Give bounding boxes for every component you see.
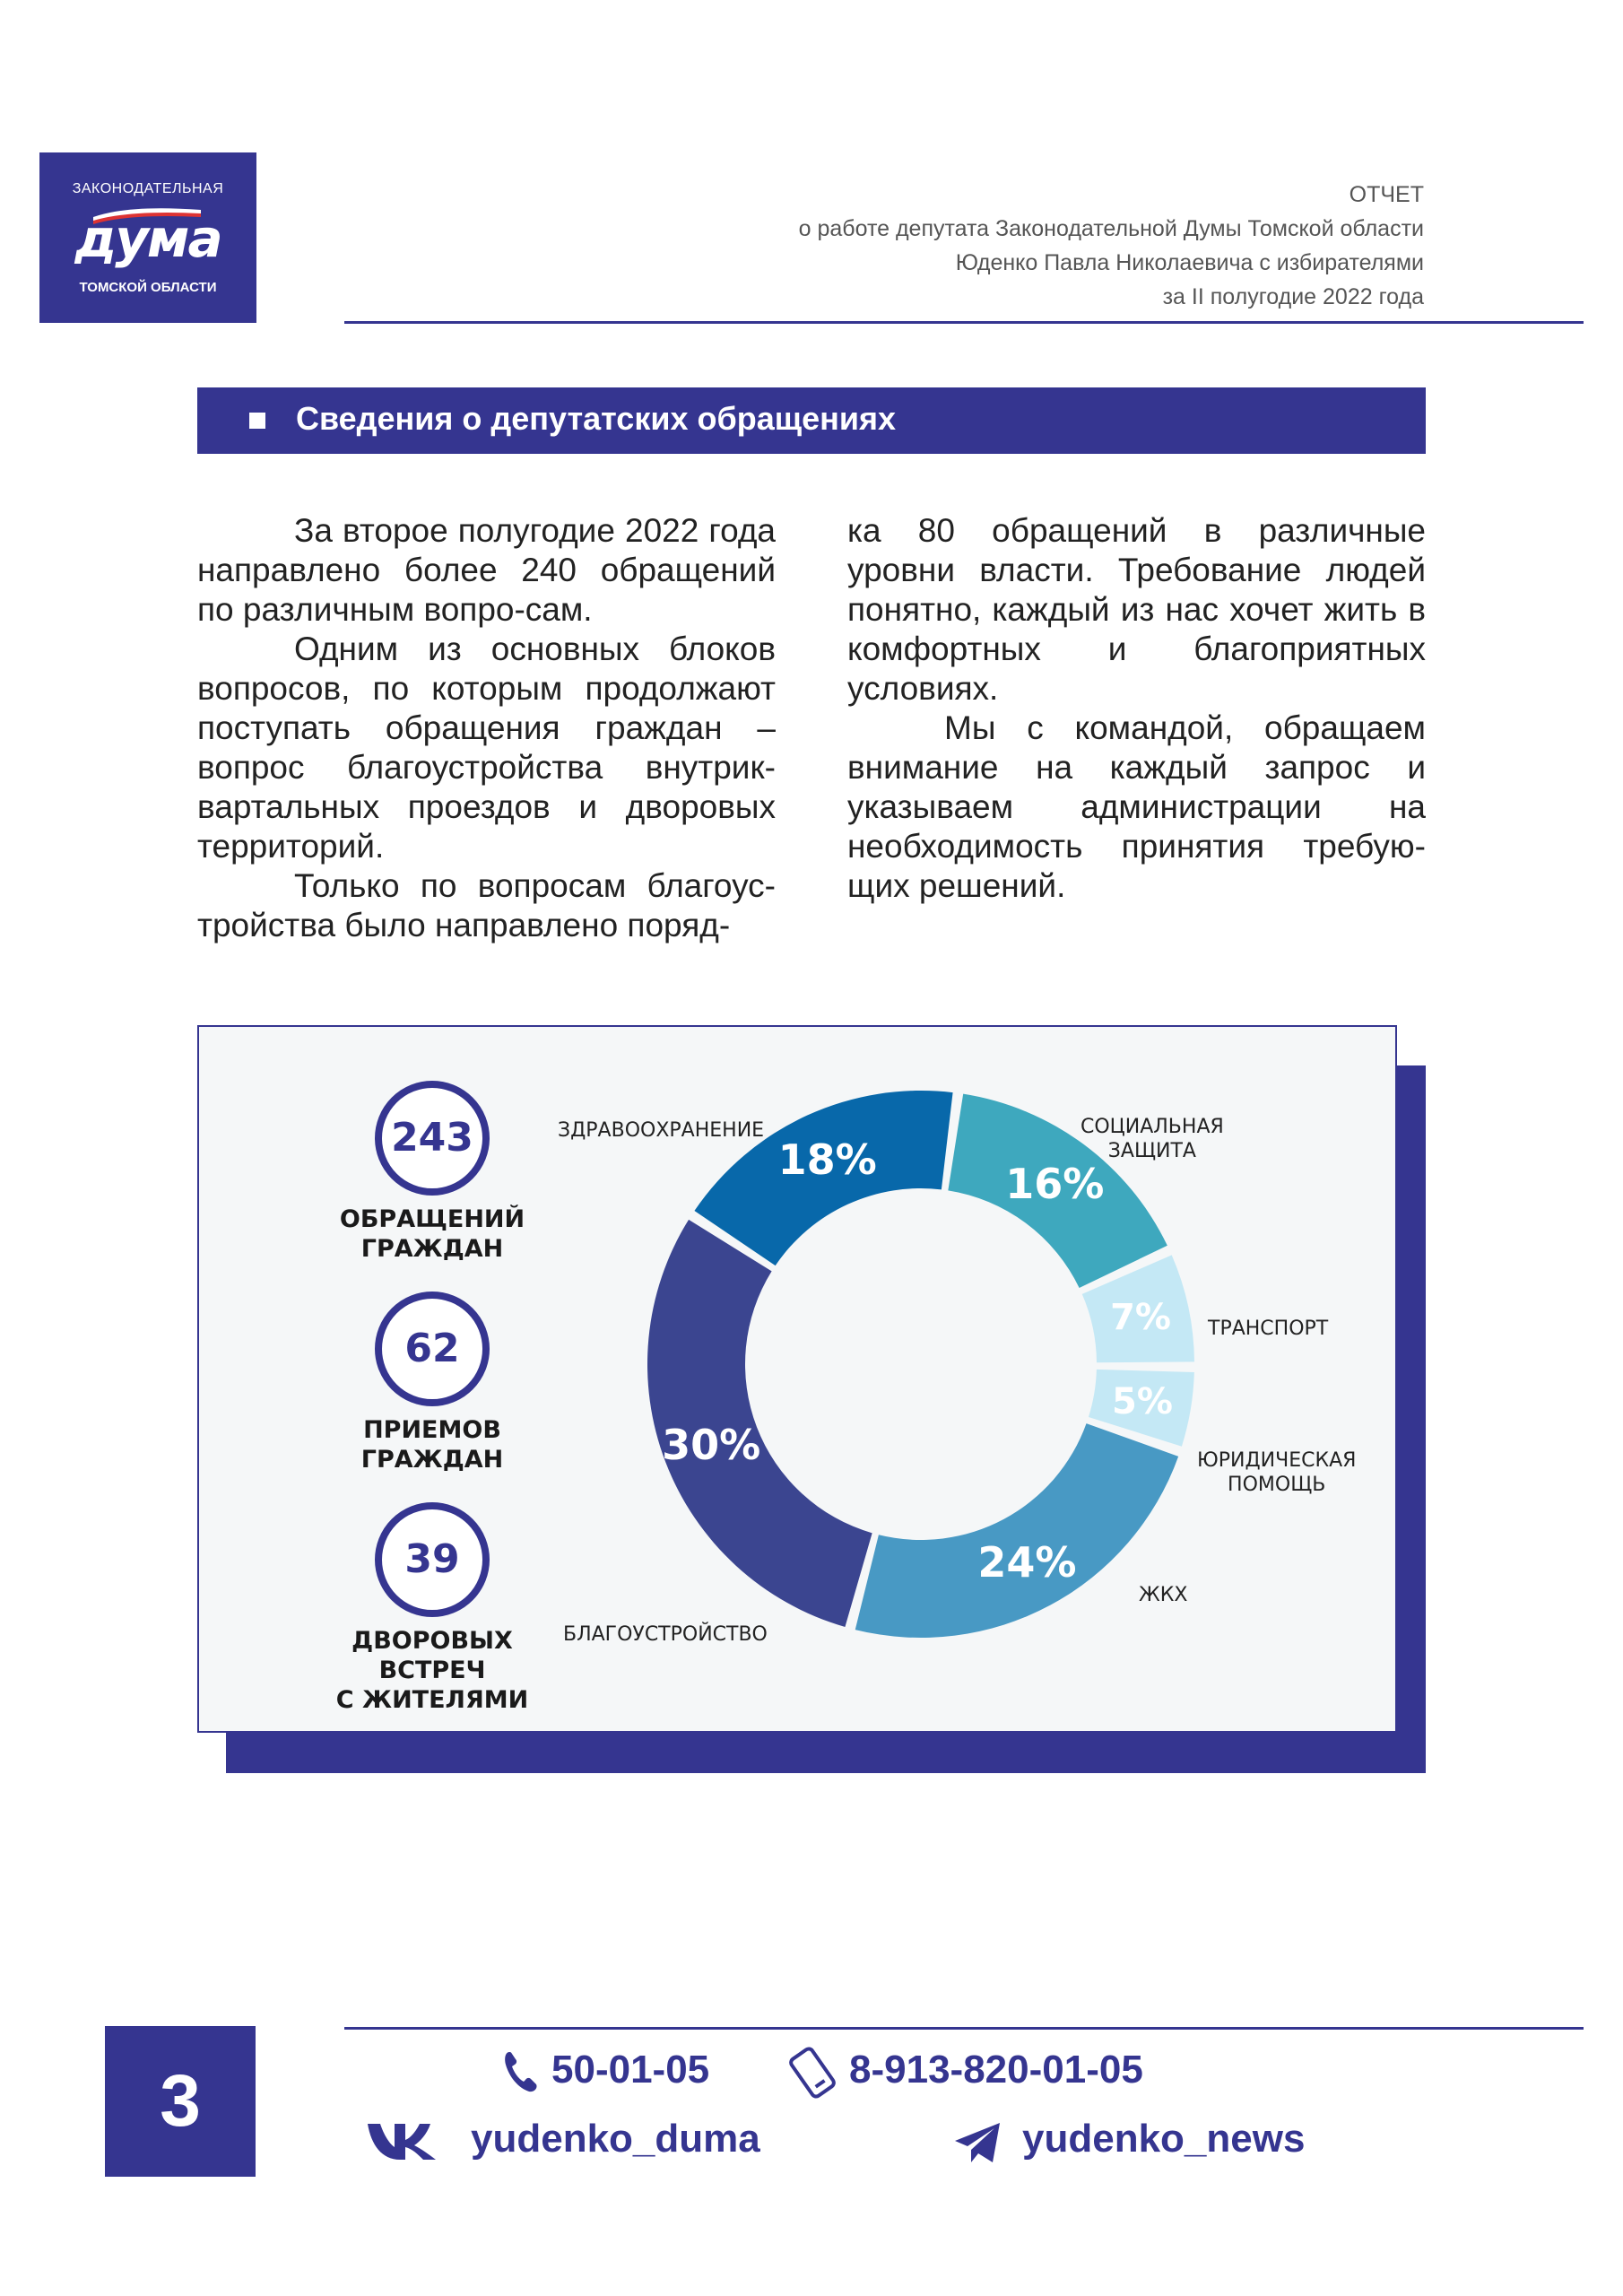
- phone-number[interactable]: 50-01-05: [551, 2048, 710, 2092]
- duma-logo: [39, 152, 256, 323]
- vk-icon: [366, 2120, 438, 2161]
- stat-label-line: С ЖИТЕЛЯМИ: [335, 1686, 529, 1714]
- donut-slice-label: 18%: [777, 1135, 877, 1185]
- logo-word: дума: [74, 208, 221, 269]
- stat-circle: 243: [375, 1081, 490, 1196]
- vk-handle[interactable]: yudenko_duma: [471, 2117, 760, 2161]
- section-title: Сведения о депутатских обращениях: [296, 400, 897, 437]
- report-line-2: о работе депутата Законодательной Думы Томской области: [798, 216, 1424, 241]
- logo-bottom-text: ТОМСКОЙ ОБЛАСТИ: [79, 280, 217, 295]
- paragraph: Мы с командой, обращаем внимание на каждый запрос и указываем администрации на необходимость принятия требую-щих решений.: [847, 709, 1426, 904]
- donut-slice-label: 24%: [977, 1537, 1077, 1587]
- paragraph: Только по вопросам благоус-тройства было направлено поряд-: [197, 867, 776, 944]
- donut-slice-label: 7%: [1110, 1296, 1171, 1338]
- donut-slice-label: 16%: [1005, 1159, 1105, 1208]
- category-label-health: ЗДРАВООХРАНЕНИЕ: [558, 1119, 765, 1142]
- stat-label-line: ДВОРОВЫХ ВСТРЕЧ: [352, 1627, 513, 1684]
- category-label-social: [1081, 1115, 1224, 1163]
- paragraph: Одним из основных блоков вопросов, по которым продолжают поступать обращения граждан – вопрос благоустройства внутрик-вартальных проездов и дворовых территорий.: [197, 631, 776, 865]
- telegram-handle[interactable]: yudenko_news: [1022, 2117, 1306, 2161]
- stat-circle: 62: [375, 1292, 490, 1406]
- header-divider: [344, 321, 1584, 324]
- section-banner: [197, 387, 1426, 454]
- category-label-housing: ЖКХ: [1139, 1584, 1188, 1606]
- mobile-number[interactable]: 8-913-820-01-05: [849, 2048, 1143, 2092]
- category-label-improvement: БЛАГОУСТРОЙСТВО: [563, 1623, 768, 1646]
- stat-label-line: ГРАЖДАН: [360, 1446, 504, 1474]
- category-label-transport: ТРАНСПОРТ: [1208, 1318, 1329, 1340]
- stat-label-line: ПРИЕМОВ: [363, 1416, 501, 1444]
- text-column-right: [847, 511, 1426, 906]
- bullet-square-icon: [249, 413, 265, 429]
- stat-label-line: ГРАЖДАН: [360, 1235, 504, 1263]
- paragraph: ка 80 обращений в различные уровни власти. Требование людей понятно, каждый из нас хочет жить в комфортных и благоприятных условиях.: [847, 512, 1426, 707]
- infographic-panel: [197, 1025, 1397, 1733]
- category-label-line: ПОМОЩЬ: [1228, 1474, 1326, 1496]
- report-line-4: за II полугодие 2022 года: [1162, 284, 1424, 309]
- report-line-3: Юденко Павла Николаевича с избирателями: [955, 250, 1424, 275]
- donut-slice: [855, 1423, 1178, 1638]
- donut-slice-label: 30%: [662, 1420, 761, 1469]
- mobile-icon: [789, 2047, 836, 2099]
- paragraph: За второе полугодие 2022 года направлено более 240 обращений по различным вопро-сам.: [197, 512, 776, 628]
- category-label-line: СОЦИАЛЬНАЯ: [1081, 1116, 1224, 1138]
- stat-circle: 39: [375, 1502, 490, 1617]
- report-heading: [617, 178, 1424, 314]
- page-number: 3: [105, 2026, 256, 2177]
- donut-slice-label: 5%: [1112, 1380, 1173, 1422]
- category-label-line: ЮРИДИЧЕСКАЯ: [1197, 1449, 1357, 1472]
- footer-divider: [344, 2027, 1584, 2030]
- category-label-legal: [1197, 1448, 1356, 1497]
- text-column-left: [197, 511, 776, 945]
- report-line-1: ОТЧЕТ: [1349, 182, 1424, 207]
- stat-label-line: ОБРАЩЕНИЙ: [339, 1205, 525, 1233]
- phone-icon: [502, 2050, 538, 2093]
- logo-top-text: ЗАКОНОДАТЕЛЬНАЯ: [72, 181, 224, 196]
- telegram-icon: [953, 2121, 1003, 2164]
- category-label-line: ЗАЩИТА: [1107, 1140, 1196, 1162]
